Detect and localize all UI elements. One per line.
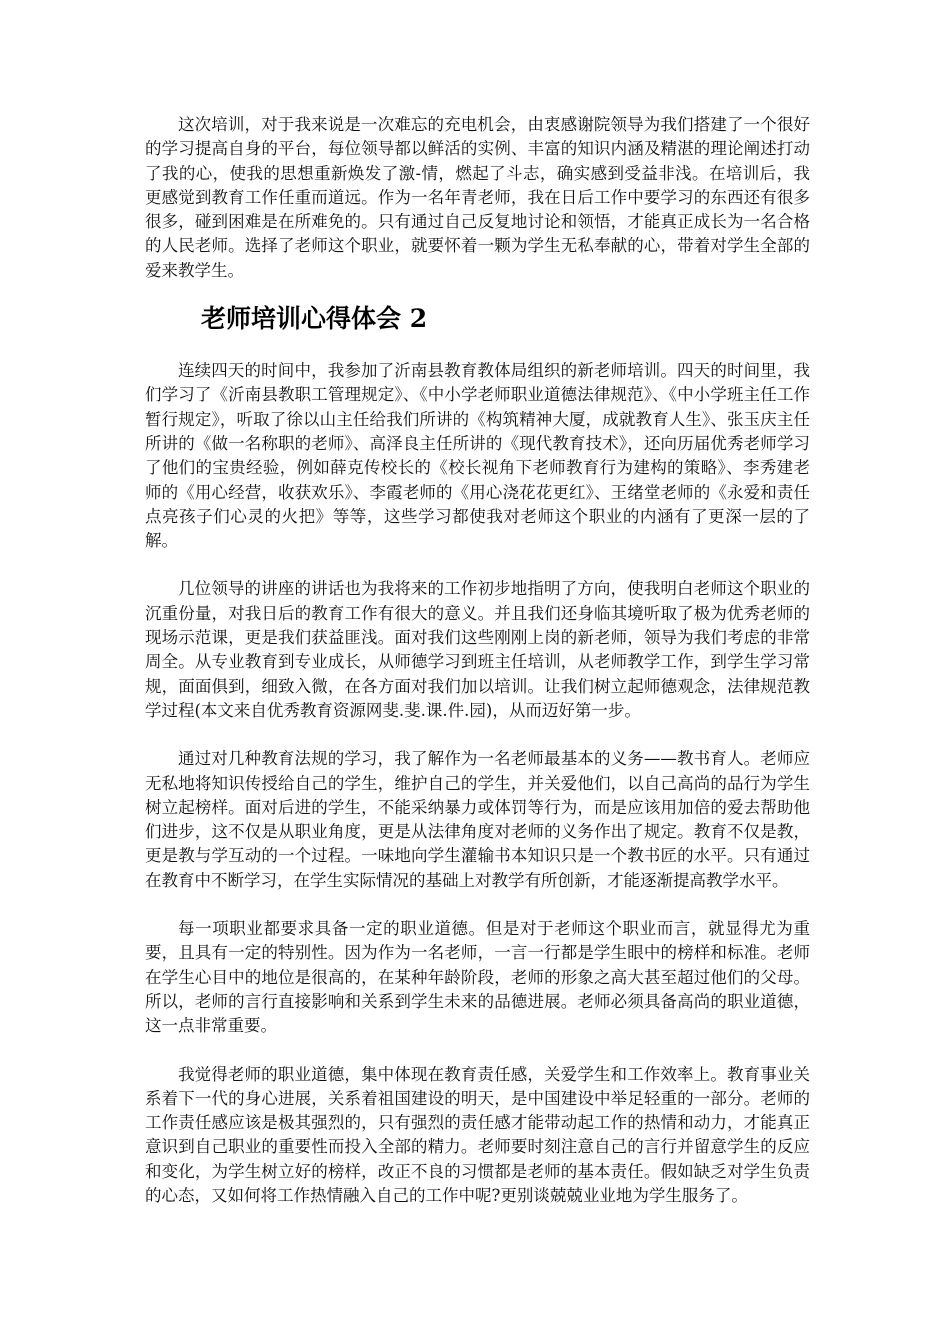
paragraph-3: 通过对几种教育法规的学习，我了解作为一名老师最基本的义务——教书育人。老师应无私地将知识传授给自己的学生，维护自己的学生，并关爱他们，以自己高尚的品行为学生树立起榜样。面对后进的学生，不能采纳暴力或体罚等行为，而是应该用加倍的爱去帮助他们进步，这不仅是从职业角度，更是从法律角度对老师的义务作出了规定。教育不仅是教，更是教与学互动的一个过程。一味地向学生灌输书本知识只是一个教书匠的水平。只有通过在教育中不断学习，在学生实际情况的基础上对教学有所创新，才能逐渐提高教学水平。: [145, 749, 810, 890]
paragraph-2: 几位领导的讲座的讲话也为我将来的工作初步地指明了方向，使我明白老师这个职业的沉重份量，对我日后的教育工作有很大的意义。并且我们还身临其境听取了极为优秀老师的现场示范课，更是我们获益匪浅。面对我们这些刚刚上岗的新老师，领导为我们考虑的非常周全。从专业教育到专业成长，从师德学习到班主任培训，从老师教学工作，到学生学习常规，面面俱到，细致入微，在各方面对我们加以培训。让我们树立起师德观念，法律规范教学过程(本文来自优秀教育资源网斐.斐.课.件.园)，从而迈好第一步。: [145, 579, 810, 720]
document-body: [145, 113, 810, 1232]
paragraph-5: 我觉得老师的职业道德，集中体现在教育责任感，关爱学生和工作效率上。教育事业关系着下一代的身心进展，关系着祖国建设的明天，是中国建设中举足轻重的一部分。老师的工作责任感应该是极其强烈的，只有强烈的责任感才能带动起工作的热情和动力，才能真正意识到自己职业的重要性而投入全部的精力。老师要时刻注意自己的言行并留意学生的反应和变化，为学生树立好的榜样，改正不良的习惯都是老师的基本责任。假如缺乏对学生负责的心态，又如何将工作热情融入自己的工作中呢?更别谈兢兢业业地为学生服务了。: [145, 1064, 810, 1205]
intro-paragraph: 这次培训，对于我来说是一次难忘的充电机会，由衷感谢院领导为我们搭建了一个很好的学习提高自身的平台，每位领导都以鲜活的实例、丰富的知识内涵及精湛的理论阐述打动了我的心，使我的思想重新焕发了激-情，燃起了斗志，确实感到受益非浅。在培训后，我更感觉到教育工作任重而道远。作为一名年青老师，我在日后工作中要学习的东西还有很多很多，碰到困难是在所难免的。只有通过自己反复地讨论和领悟，才能真正成长为一名合格的人民老师。选择了老师这个职业，就要怀着一颗为学生无私奉献的心，带着对学生全部的爱来教学生。: [145, 115, 810, 280]
paragraph-1: 连续四天的时间中，我参加了沂南县教育教体局组织的新老师培训。四天的时间里，我们学习了《沂南县教职工管理规定》、《中小学老师职业道德法律规范》、《中小学班主任工作暂行规定》，听取了徐以山主任给我们所讲的《构筑精神大厦，成就教育人生》、张玉庆主任所讲的《做一名称职的老师》、高泽良主任所讲的《现代教育技术》，还向历届优秀老师学习了他们的宝贵经验，例如薛克传校长的《校长视角下老师教育行为建构的策略》、李秀建老师的《用心经营，收获欢乐》、李霞老师的《用心浇花花更红》、王绪堂老师的《永爱和责任点亮孩子们心灵的火把》等等，这些学习都使我对老师这个职业的内涵有了更深一层的了解。: [145, 361, 810, 551]
paragraph-4: 每一项职业都要求具备一定的职业道德。但是对于老师这个职业而言，就显得尤为重要，且具有一定的特别性。因为作为一名老师，一言一行都是学生眼中的榜样和标准。老师在学生心目中的地位是很高的，在某种年龄阶段，老师的形象之高大甚至超过他们的父母。所以，老师的言行直接影响和关系到学生未来的品德进展。老师必须具备高尚的职业道德，这一点非常重要。: [145, 919, 810, 1036]
section-title: 老师培训心得体会 2: [201, 304, 428, 334]
